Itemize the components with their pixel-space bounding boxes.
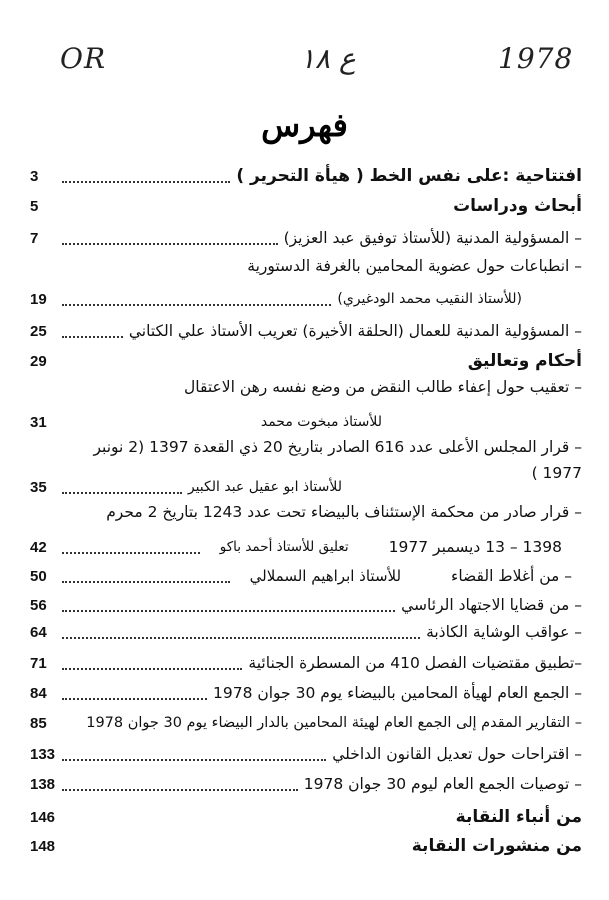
- handwritten-issue: ع ١٨: [300, 42, 356, 75]
- toc-entry-title: 1398 – 13 ديسمبر 1977: [388, 538, 562, 556]
- handwritten-year: 1978: [498, 42, 574, 75]
- toc-entry-page: 146: [30, 808, 56, 826]
- toc-entry-title: – من قضايا الاجتهاد الرئاسي: [401, 596, 582, 614]
- leader-dots: [62, 747, 326, 761]
- toc-entry-page: 71: [30, 654, 47, 672]
- toc-entry-author: للأستاذ مبخوت محمد: [260, 414, 382, 430]
- toc-entry-page: 5: [30, 197, 39, 215]
- toc-entry: [30, 710, 582, 736]
- page-title: فهرس: [261, 106, 348, 144]
- toc-entry-author: للأستاذ ابو عقيل عبد الكبير: [187, 479, 342, 495]
- toc-entry-title: من منشورات النقابة: [411, 836, 582, 856]
- toc-entry: [30, 474, 582, 500]
- toc-entry-page: 148: [30, 837, 56, 855]
- leader-dots: [62, 569, 230, 583]
- toc-entry-title: – تعقيب حول إعفاء طالب النقض من وضع نفسه رهن الاعتقال: [184, 378, 582, 396]
- toc-entry-title: – التقارير المقدم إلى الجمع العام لهيئة المحامين بالدار البيضاء يوم 30 جوان 1978: [86, 715, 582, 731]
- toc-entry: [30, 650, 582, 676]
- toc-entry: [30, 318, 582, 344]
- toc-entry-title-cont: 1977 ): [531, 464, 582, 482]
- toc-entry: [30, 563, 582, 589]
- handwritten-code: OR: [60, 42, 107, 75]
- leader-dots: [62, 598, 395, 612]
- leader-dots: [62, 480, 182, 494]
- toc-entry-title: أبحاث ودراسات: [453, 196, 582, 216]
- leader-dots: [62, 686, 207, 700]
- toc-entry-title: من أنباء النقابة: [455, 807, 582, 827]
- toc-entry-page: 19: [30, 290, 47, 308]
- toc-entry-page: 84: [30, 684, 47, 702]
- toc-entry: [30, 225, 582, 251]
- toc-section-heading: [30, 833, 582, 859]
- leader-dots: [62, 777, 298, 791]
- toc-entry-title: – قرار صادر من محكمة الإستئناف بالبيضاء تحت عدد 1243 بتاريخ 2 محرم: [106, 503, 582, 521]
- toc-section-heading: [30, 804, 582, 830]
- toc-entry: [30, 741, 582, 767]
- leader-dots: [62, 169, 230, 183]
- toc-entry: [30, 534, 582, 560]
- toc-entry-page: 56: [30, 596, 47, 614]
- toc-entry-title: – قرار المجلس الأعلى عدد 616 الصادر بتاريخ 20 ذي القعدة 1397 (2 نونبر: [93, 438, 582, 456]
- toc-entry-page: 7: [30, 229, 39, 247]
- toc-entry-title: – المسؤولية المدنية (للأستاذ توفيق عبد العزيز): [283, 229, 582, 247]
- leader-dots: [62, 292, 331, 306]
- toc-entry: [30, 680, 582, 706]
- toc-entry: [30, 163, 582, 189]
- leader-dots: [62, 625, 420, 639]
- toc-entry-title: –تطبيق مقتضيات الفصل 410 من المسطرة الجنائية: [248, 654, 582, 672]
- toc-entry-title: – انطباعات حول عضوية المحامين بالغرفة الدستورية: [247, 257, 582, 275]
- toc-entry-author: للأستاذ ابراهيم السملالي: [249, 567, 402, 585]
- toc-entry-title: – توصيات الجمع العام ليوم 30 جوان 1978: [303, 775, 582, 793]
- toc-entry-page: 50: [30, 567, 47, 585]
- toc-entry: [30, 286, 582, 312]
- toc-entry-page: 85: [30, 714, 47, 732]
- toc-entry-title: – المسؤولية المدنية للعمال (الحلقة الأخيرة) تعريب الأستاذ علي الكتاني: [128, 322, 582, 340]
- toc-entry-page: 31: [30, 413, 47, 431]
- toc-entry-title: – اقتراحات حول تعديل القانون الداخلي: [332, 745, 582, 763]
- leader-dots: [62, 324, 123, 338]
- toc-entry-title: – عواقب الوشاية الكاذبة: [426, 623, 582, 641]
- toc-entry-title: – الجمع العام لهيأة المحامين بالبيضاء يوم 30 جوان 1978: [212, 684, 582, 702]
- toc-entry-title: أحكام وتعاليق: [467, 351, 582, 371]
- toc-entry-title: افتتاحية :على نفس الخط ( هيأة التحرير ): [236, 166, 582, 186]
- toc-entry-page: 25: [30, 322, 47, 340]
- leader-dots: [62, 656, 242, 670]
- toc-entry-title: – من أغلاط القضاء: [451, 567, 572, 585]
- toc-entry-page: 64: [30, 623, 47, 641]
- toc-entry: [30, 592, 582, 618]
- toc-entry-page: 3: [30, 167, 39, 185]
- toc-entry: [30, 619, 582, 645]
- toc-entry: [30, 409, 582, 435]
- toc-entry-page: 42: [30, 538, 47, 556]
- toc-section-heading: [30, 348, 582, 374]
- toc-entry-page: 133: [30, 745, 56, 763]
- toc-entry-page: 138: [30, 775, 56, 793]
- leader-dots: [62, 231, 278, 245]
- leader-dots: [62, 540, 200, 554]
- toc-entry: [30, 771, 582, 797]
- toc-entry-page: 29: [30, 352, 47, 370]
- toc-section-heading: [30, 193, 582, 219]
- toc-entry-author: (للأستاذ النقيب محمد الودغيري): [337, 291, 522, 307]
- toc-entry-page: 35: [30, 478, 47, 496]
- toc-entry-author: تعليق للأستاذ أحمد باكو: [219, 539, 349, 555]
